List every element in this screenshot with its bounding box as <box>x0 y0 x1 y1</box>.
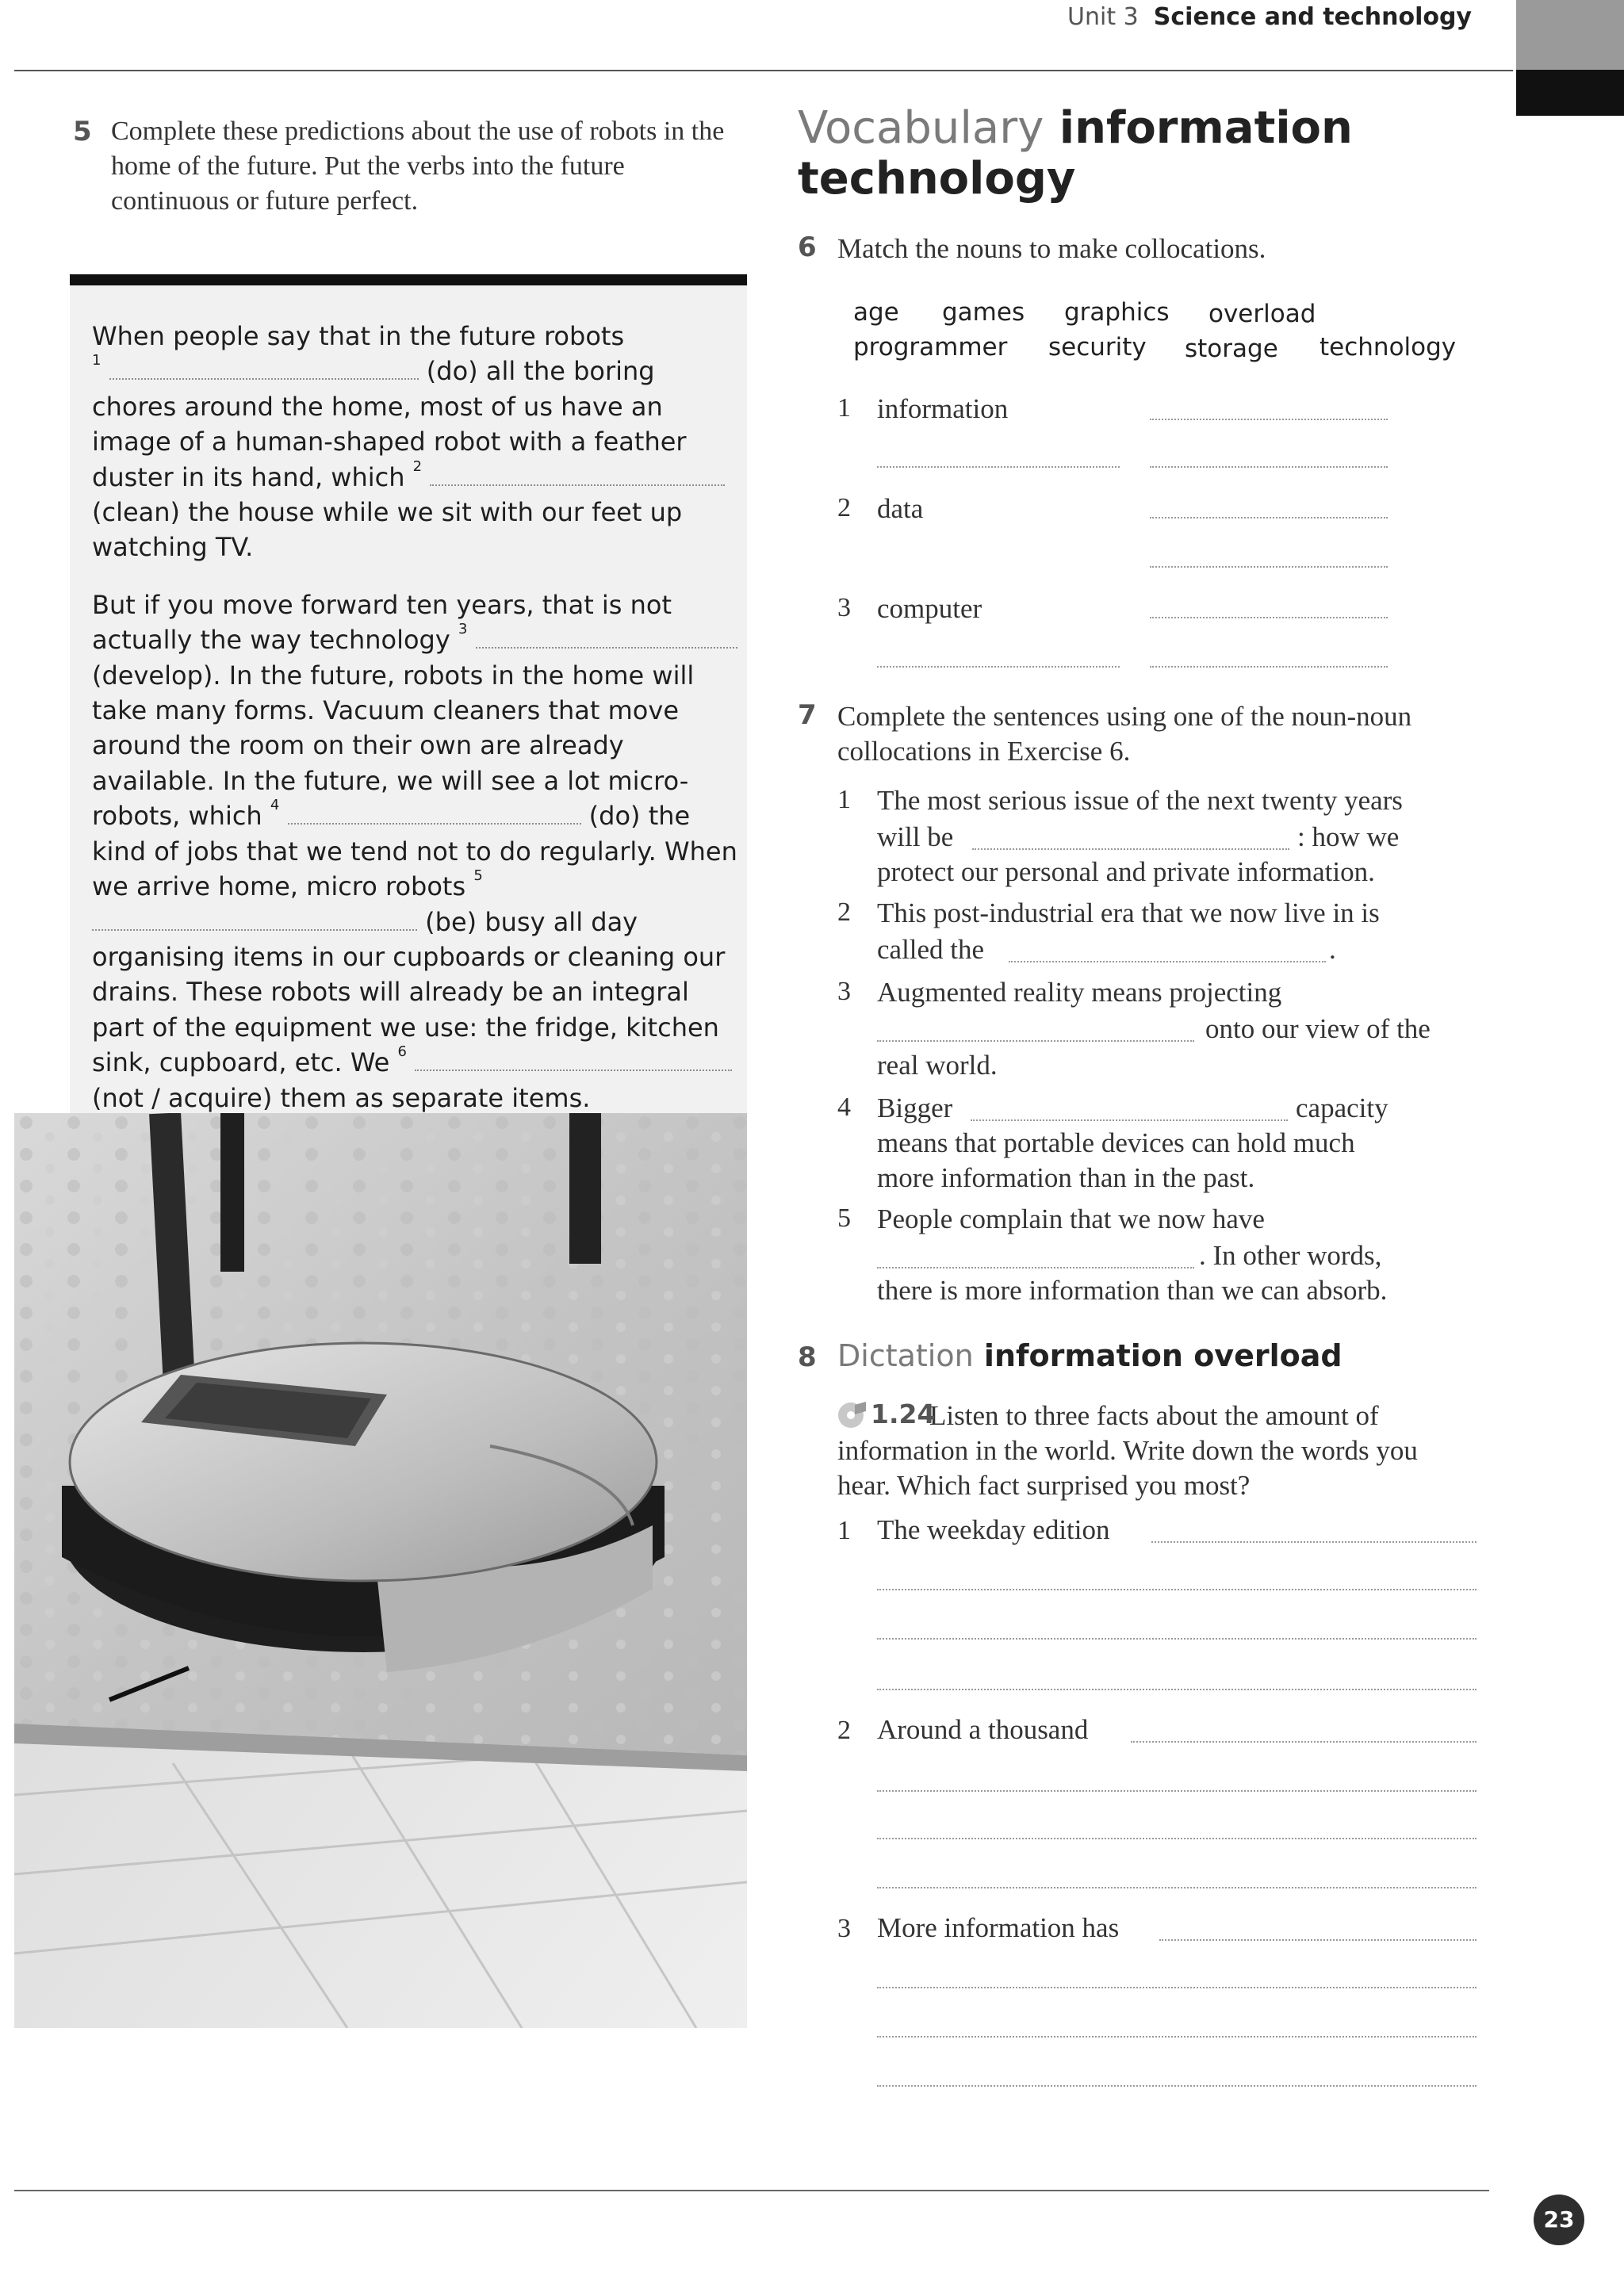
ex7-item-text: onto our view of the <box>1205 1013 1431 1044</box>
running-header <box>1067 3 1472 31</box>
ex6-item-number: 1 <box>837 393 851 423</box>
para2-sentence-2: (develop). In the future, robots in the home will take many forms. Vacuum cleaners that move around the room on their own are already available. In the future, we will see a lot micro-robots, which <box>92 660 695 832</box>
para1-sentence-1: When people say that in the future robots <box>92 321 625 351</box>
ex7-answer-line[interactable] <box>971 1119 1288 1121</box>
ex8-answer-line[interactable] <box>877 1838 1477 1839</box>
audio-track-number: 1.24 <box>871 1399 936 1429</box>
ex7-answer-line[interactable] <box>972 848 1289 850</box>
ex8-answer-line[interactable] <box>877 1638 1477 1640</box>
gap-number-5: 5 <box>473 867 483 885</box>
ex6-answer-line[interactable] <box>877 666 1120 668</box>
ex7-item-text: capacity <box>1296 1093 1388 1123</box>
gap-3-input[interactable] <box>476 626 737 649</box>
word-box-item: graphics <box>1064 298 1170 327</box>
ex7-item-text: called the <box>877 934 985 965</box>
ex7-item-number: 5 <box>837 1203 851 1233</box>
exercise-5-instruction: Complete these predictions about the use of robots in the home of the future. Put the verbs into the future continuous or future perfect. <box>111 117 725 216</box>
ex7-item-text: People complain that we now have <box>877 1203 1265 1234</box>
ex8-answer-line[interactable] <box>877 1689 1477 1690</box>
exercise-6-number: 6 <box>798 232 817 263</box>
ex7-answer-line[interactable] <box>877 1040 1194 1042</box>
exercise-7-instruction: Complete the sentences using one of the noun-noun collocations in Exercise 6. <box>837 701 1412 767</box>
exercise-7-number: 7 <box>798 699 817 731</box>
word-box-item: security <box>1048 333 1147 362</box>
gap-6-input[interactable] <box>415 1049 732 1071</box>
ex6-answer-line[interactable] <box>1150 666 1388 668</box>
ex8-answer-line[interactable] <box>877 1589 1477 1590</box>
ex6-answer-line[interactable] <box>1150 419 1388 420</box>
ex7-item-text: This post-industrial era that we now live in is <box>877 897 1380 928</box>
thumb-tab <box>1516 70 1624 116</box>
ex8-answer-line[interactable] <box>877 1987 1477 1988</box>
ex7-item-text: will be <box>877 821 954 852</box>
vocabulary-keyword: Vocabulary <box>798 102 1044 154</box>
audio-cd-icon[interactable] <box>836 1400 869 1430</box>
vocabulary-title: information technology <box>798 102 1353 205</box>
ex8-answer-line[interactable] <box>1131 1741 1477 1743</box>
ex6-answer-line[interactable] <box>1150 617 1388 618</box>
dictation-keyword: Dictation <box>837 1338 974 1373</box>
word-box-item: programmer <box>853 333 1008 362</box>
ex8-answer-line[interactable] <box>1151 1541 1477 1543</box>
unit-label: Unit 3 <box>1067 3 1139 31</box>
exercise-8-instruction: Listen to three facts about the amount of information in the world. Write down the words you hear. Which fact surprised you most? <box>837 1400 1418 1501</box>
ex8-item-number: 1 <box>837 1516 851 1545</box>
ex8-item-text: The weekday edition <box>877 1514 1110 1545</box>
gap-2-input[interactable] <box>430 464 725 486</box>
gap-4-input[interactable] <box>288 802 581 825</box>
gap-1-input[interactable] <box>109 358 419 380</box>
unit-topic: Science and technology <box>1153 3 1472 31</box>
ex6-item-number: 2 <box>837 493 851 522</box>
ex7-item-number: 4 <box>837 1093 851 1122</box>
ex8-item-text: Around a thousand <box>877 1714 1089 1745</box>
footer-rule <box>14 2190 1489 2191</box>
ex7-item-text: . In other words, <box>1199 1240 1382 1271</box>
page-number: 23 <box>1534 2195 1584 2245</box>
gap-number-3: 3 <box>458 621 468 638</box>
ex6-item-word: information <box>877 393 1009 424</box>
reading-paragraph-1 <box>92 319 738 565</box>
gap-number-4: 4 <box>270 797 280 814</box>
reading-text <box>92 319 738 1138</box>
ex7-item-text: Bigger <box>877 1093 953 1123</box>
ex7-item-text: protect our personal and private information. <box>877 856 1375 887</box>
ex8-item-number: 3 <box>837 1914 851 1943</box>
gap-number-6: 6 <box>397 1043 407 1061</box>
ex6-answer-line[interactable] <box>877 466 1120 468</box>
ex7-item-number: 1 <box>837 785 851 814</box>
ex6-answer-line[interactable] <box>1150 517 1388 519</box>
ex7-item-text: . <box>1329 934 1336 965</box>
ex7-item-text: The most serious issue of the next twenty years <box>877 785 1403 816</box>
word-box-item: age <box>853 298 899 327</box>
gap-5-input[interactable] <box>92 909 417 931</box>
exercise-8-number: 8 <box>798 1341 817 1373</box>
para1-sentence-3: (clean) the house while we sit with our feet up watching TV. <box>92 497 683 563</box>
reading-paragraph-2 <box>92 587 738 1115</box>
ex8-answer-line[interactable] <box>877 2036 1477 2038</box>
ex8-item-number: 2 <box>837 1716 851 1745</box>
ex8-answer-line[interactable] <box>877 2085 1477 2087</box>
ex8-answer-line[interactable] <box>1159 1939 1477 1941</box>
ex6-item-word: computer <box>877 593 982 624</box>
ex6-answer-line[interactable] <box>1150 466 1388 468</box>
ex8-item-text: More information has <box>877 1912 1120 1943</box>
word-box-item: overload <box>1208 300 1316 328</box>
exercise-8-title: information overload <box>983 1338 1342 1373</box>
ex6-item-word: data <box>877 493 924 524</box>
para2-sentence-4: (be) busy all day organising items in our cupboards or cleaning our drains. These robots will already be an integral part of the equipment we use: the fridge, kitchen sink, cupboard, etc. We <box>92 906 726 1078</box>
exercise-8-heading <box>837 1338 1342 1373</box>
robot-vacuum-photo <box>14 1113 747 2028</box>
para2-sentence-3: (do) the kind of jobs that we tend not to do regularly. When we arrive home, micro robots <box>92 801 737 902</box>
ex7-item-text: : how we <box>1297 821 1400 852</box>
ex7-item-text: real world. <box>877 1050 998 1081</box>
ex8-answer-line[interactable] <box>877 1790 1477 1792</box>
ex7-item-number: 2 <box>837 897 851 927</box>
word-box-item: games <box>942 298 1025 327</box>
exercise-6-instruction: Match the nouns to make collocations. <box>837 233 1266 264</box>
ex6-item-number: 3 <box>837 593 851 622</box>
ex8-answer-line[interactable] <box>877 1887 1477 1888</box>
gap-number-2: 2 <box>412 457 423 475</box>
word-box-item: storage <box>1185 335 1278 363</box>
word-box-item: technology <box>1320 333 1457 362</box>
ex7-item-text: means that portable devices can hold much <box>877 1127 1355 1158</box>
gap-number-1: 1 <box>92 352 102 369</box>
para2-sentence-1: But if you move forward ten years, that is not actually the way technology <box>92 589 672 656</box>
ex7-item-text: there is more information than we can absorb. <box>877 1275 1388 1306</box>
ex7-item-text: Augmented reality means projecting <box>877 977 1282 1008</box>
para1-sentence-2: (do) all the boring chores around the home, most of us have an image of a human-shaped robot with a feather duster in its hand, which <box>92 356 687 492</box>
ex7-item-text: more information than in the past. <box>877 1162 1255 1193</box>
exercise-5-number: 5 <box>73 116 92 147</box>
vocabulary-heading <box>798 103 1448 205</box>
ex7-item-number: 3 <box>837 977 851 1006</box>
header-rule <box>14 70 1513 71</box>
ex7-answer-line[interactable] <box>877 1267 1194 1269</box>
panel-top-bar <box>70 274 747 285</box>
ex7-answer-line[interactable] <box>1009 961 1326 962</box>
thumb-tab-grey <box>1516 0 1624 70</box>
ex6-answer-line[interactable] <box>1150 566 1388 568</box>
para2-sentence-5: (not / acquire) them as separate items. <box>92 1082 591 1113</box>
